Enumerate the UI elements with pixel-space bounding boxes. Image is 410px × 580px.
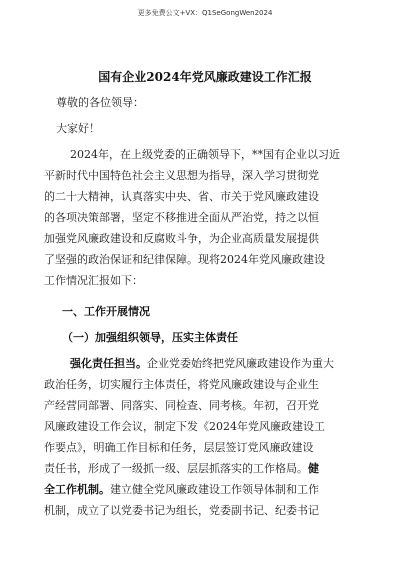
paragraph-line — [44, 462, 319, 476]
paragraph-line — [70, 357, 334, 371]
paragraph-line: 了坚强的政治保证和纪律保障。现将2024年党风廉政建设 — [44, 253, 325, 266]
document-title: 国有企业2024年党风廉政建设工作汇报 — [98, 70, 312, 84]
paragraph-line: 加强党风廉政建设和反腐败斗争，为企业高质量发展提供 — [44, 232, 319, 245]
paragraph-line: 作要点》，明确工作目标和任务，层层签订党风廉政建设 — [44, 441, 314, 454]
bold-lead: 健 — [308, 462, 319, 475]
line-text: 企业党委始终把党风廉政建设作为重大 — [147, 357, 334, 370]
bold-lead: 强化责任担当。 — [70, 357, 147, 370]
paragraph-line: 机制，成立了以党委书记为组长，党委副书记、纪委书记 — [44, 504, 319, 517]
paragraph-line — [44, 483, 319, 497]
paragraph-line: 产经营同部署、同落实、同检查、同考核。年初，召开党 — [44, 399, 319, 412]
paragraph-line: 的二十大精神，认真落实中央、省、市关于党风廉政建设 — [44, 190, 319, 203]
paragraph-line: 的各项决策部署，坚定不移推进全面从严治党，持之以恒 — [44, 211, 319, 224]
greeting: 大家好！ — [56, 122, 100, 135]
section-heading: 一、工作开展情况 — [62, 305, 150, 318]
subsection-heading: （一）加强组织领导，压实主体责任 — [62, 331, 238, 344]
bold-lead: 全工作机制。 — [44, 483, 110, 496]
paragraph-line: 平新时代中国特色社会主义思想为指导，深入学习贯彻党 — [44, 169, 319, 182]
paragraph-line: 工作情况汇报如下： — [44, 274, 143, 287]
header-note: 更多免费公文+VX：Q1SeGongWen2024 — [137, 9, 273, 17]
line-text: 责任书，形成了一级抓一级、层层抓落实的工作格局。 — [44, 462, 308, 475]
paragraph-line: 政治任务，切实履行主体责任，将党风廉政建设与企业生 — [44, 378, 319, 391]
salutation: 尊敬的各位领导： — [56, 96, 144, 109]
paragraph-line: 风廉政建设工作会议，制定下发《2024年党风廉政建设工 — [44, 420, 325, 433]
line-text: 建立健全党风廉政建设工作领导体制和工作 — [110, 483, 319, 496]
paragraph-line: 2024年，在上级党委的正确领导下，**国有企业以习近 — [70, 148, 340, 161]
